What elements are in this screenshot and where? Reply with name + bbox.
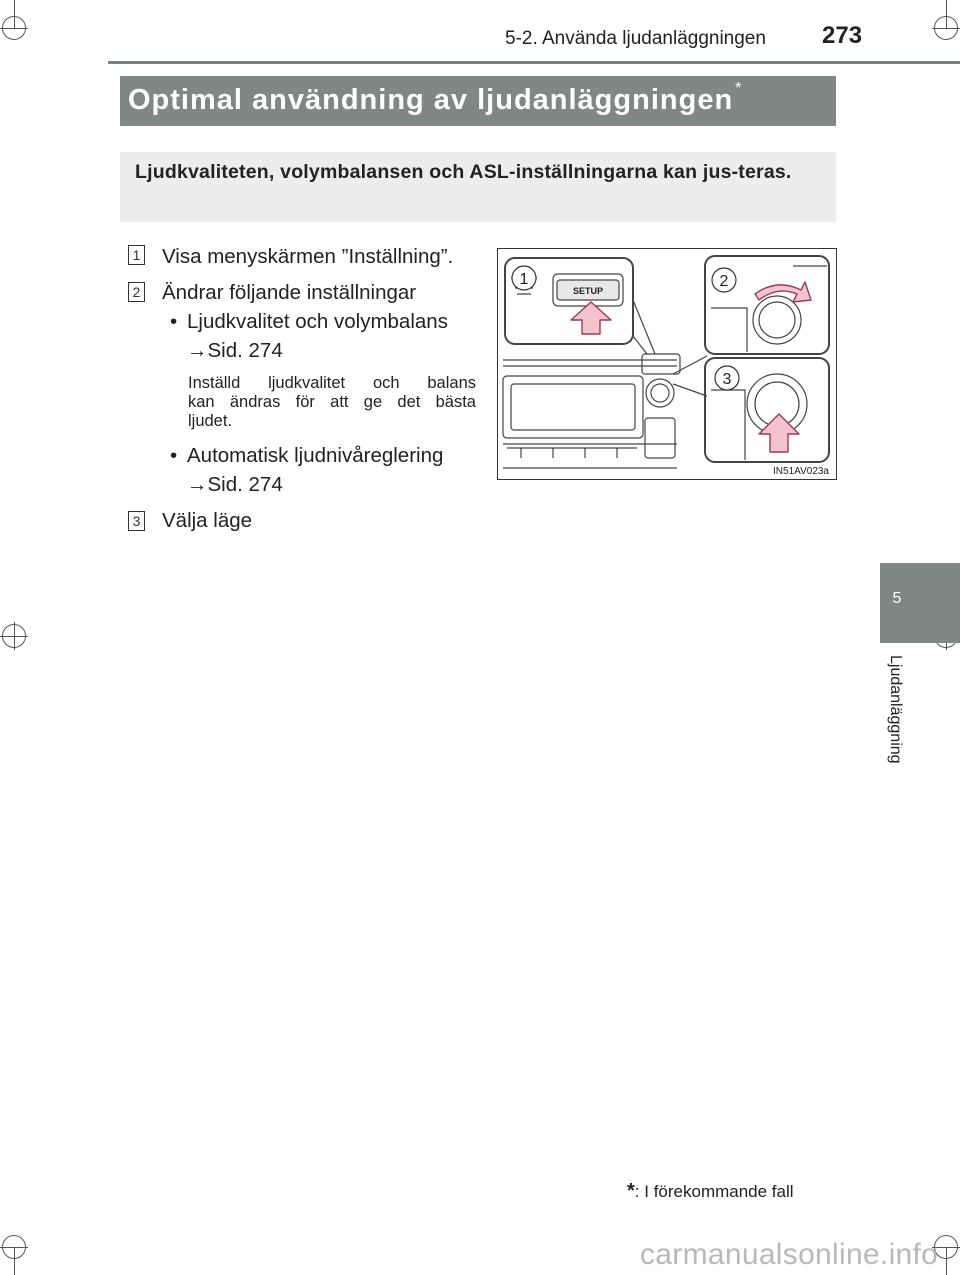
callout-1: 1: [519, 271, 529, 288]
setup-illustration: [497, 248, 837, 480]
step-number-1: 1: [128, 245, 145, 265]
step-number-3: 3: [128, 511, 145, 531]
chapter-number: 5: [892, 590, 902, 607]
header-section-title: 5-2. Använda ljudanläggningen: [505, 28, 766, 49]
setup-button-label: SETUP: [572, 286, 604, 296]
callout-2: 2: [719, 273, 729, 290]
item-asl-label: Automatisk ljudnivåreglering: [187, 444, 444, 467]
item-sound-quality-note-line-3: ljudet.: [188, 412, 233, 430]
footnote: [627, 1180, 794, 1203]
title-asterisk: *: [735, 80, 743, 97]
page-number: 273: [822, 22, 863, 49]
item-sound-quality-note-line-1: Inställd ljudkvalitet och balans: [188, 374, 476, 392]
callout-3: 3: [722, 371, 732, 388]
bullet-1: •: [170, 310, 178, 333]
item-sound-quality-label: Ljudkvalitet och volymbalans: [187, 310, 448, 333]
page-title: [128, 80, 743, 117]
item-sound-quality-note-line-2: kan ändras för att ge det bästa: [188, 393, 476, 411]
header-rule: [108, 61, 960, 64]
intro-text: Ljudkvaliteten, volymbalansen och ASL-inställningarna kan jus-teras.: [135, 161, 792, 183]
bullet-2: •: [170, 444, 178, 467]
item-sound-quality-ref[interactable]: →Sid. 274: [187, 339, 283, 362]
chapter-label: Ljudanläggning: [887, 655, 904, 764]
step-3-text: Välja läge: [162, 509, 253, 532]
step-number-2: 2: [128, 282, 145, 302]
figure-code: IN51AV023a: [773, 466, 829, 477]
item-asl-ref[interactable]: →Sid. 274: [187, 473, 283, 496]
watermark: carmanualsonline.info: [640, 1238, 939, 1271]
page-title-text: Optimal användning av ljudanläggningen: [128, 84, 734, 116]
footnote-text: : I förekommande fall: [634, 1182, 794, 1201]
step-2-text: Ändrar följande inställningar: [162, 281, 417, 304]
step-1-text: Visa menyskärmen ”Inställning”.: [162, 245, 454, 268]
footnote-asterisk: *: [627, 1180, 635, 1202]
